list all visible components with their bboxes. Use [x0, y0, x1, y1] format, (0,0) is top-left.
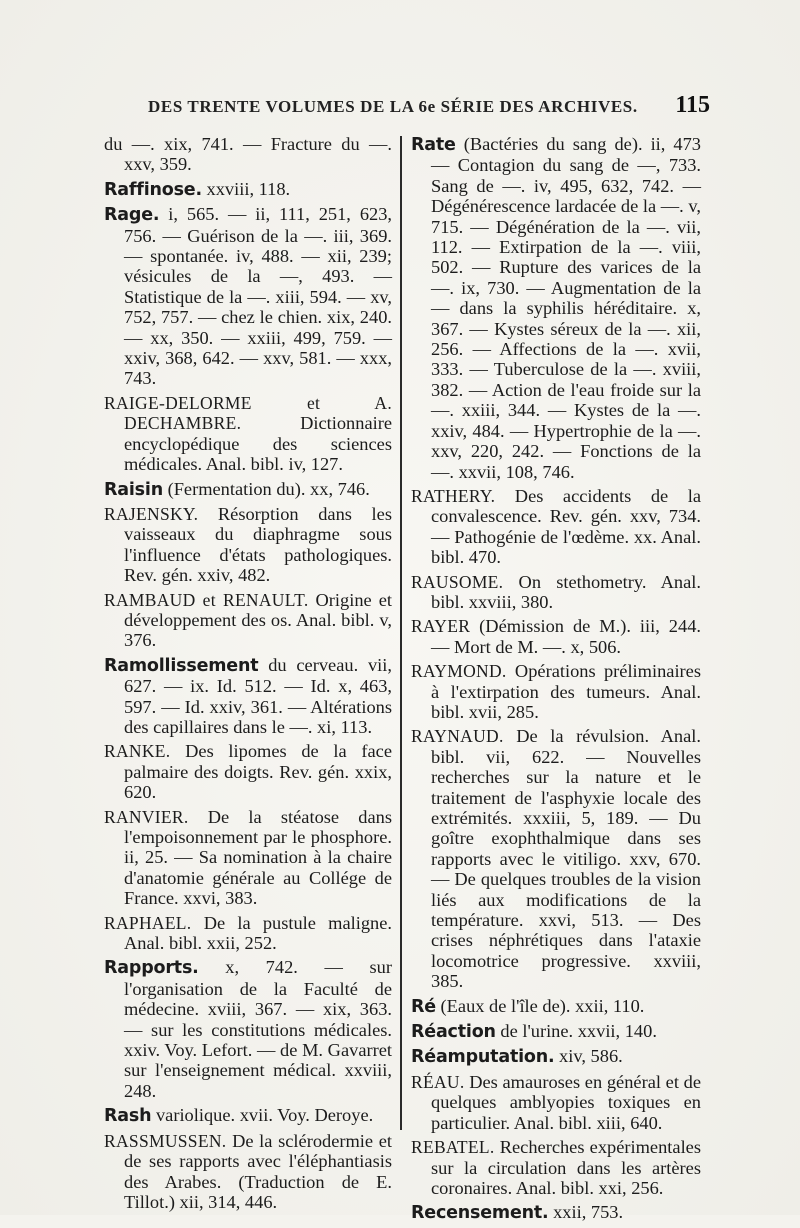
- column-divider: [400, 136, 402, 1130]
- entry-text: xxii, 753.: [548, 1202, 624, 1223]
- entry-headword: Rash: [104, 1106, 152, 1127]
- entry-text: Des amauroses en général et de quelques amblyopies toxiques en particulier. Anal. bibl. xiii, 640.: [431, 1071, 701, 1133]
- index-entry: [104, 393, 392, 475]
- page-number: 115: [675, 92, 710, 118]
- index-entry: [104, 479, 392, 500]
- entry-text: Des accidents de la convalescence. Rev. gén. xxv, 734. — Pathogénie de l'œdème. xx. Anal. bibl. 470.: [431, 485, 701, 568]
- running-header: [148, 92, 710, 124]
- index-entry: [104, 590, 392, 651]
- index-entry: [104, 204, 392, 389]
- entry-text: (Bactéries du sang de). ii, 473 — Contagion du sang de —, 733. Sang de —. iv, 495, 632, 742. — Dégénérescence lardacée de la —. v, 715. — Dégénération de la —. vii, 112. — Extirpation de la —. viii, 502. — Rupture des varices de la —. ix, 730. — Augmentation de la — dans la syphilis héréditaire. x, 367. — Kystes séreux de la —. xii, 256. — Affections de la —. xvii, 333. — Tuberculose de la —. xviii, 382. — Action de l'eau froide sur la —. xxiii, 344. — Kystes de la —. xxiv, 484. — Hypertrophie de la —. xxv, 220, 242. — Fonctions de la —. xxvii, 108, 746.: [431, 134, 701, 482]
- entry-headword: RAIGE-DELORME et A. DECHAMBRE.: [104, 392, 392, 434]
- entry-text: De la révulsion. Anal. bibl. vii, 622. — Nouvelles recherches sur la nature et le traitement de l'asphyxie locale des extrémités. xxxiii, 5, 189. — Du goître exophthalmique dans ses rapports avec le vitiligo. xxv, 670. — De quelques troubles de la vision liés aux modifications de la température. xxvi, 513. — Des crises néphrétiques dans l'ataxie locomotrice progressive. xxviii, 385.: [431, 726, 701, 992]
- entry-text: Dictionnaire encyclopédique des sciences médicales. Anal. bibl. iv, 127.: [124, 413, 392, 475]
- entry-text: variolique. xvii. Voy. Deroye.: [151, 1105, 374, 1126]
- entry-text: xiv, 586.: [554, 1046, 623, 1067]
- entry-headword: REBATEL.: [411, 1137, 495, 1158]
- entry-text: De la stéatose dans l'empoisonnement par le phosphore. ii, 25. — Sa nomination à la chaire d'anatomie générale au Collége de France. xxvi, 383.: [124, 806, 392, 909]
- entry-text: (Démission de M.). iii, 244. — Mort de M. —. x, 506.: [431, 616, 701, 657]
- index-entry: [104, 957, 392, 1101]
- entry-text: du cerveau. vii, 627. — ix. Id. 512. — Id. x, 463, 597. — Id. xxiv, 361. — Altérations des capillaires dans le —. xi, 113.: [124, 654, 392, 737]
- entry-headword: Ré: [411, 996, 436, 1017]
- index-entry: [411, 1072, 701, 1133]
- index-entry: [411, 661, 701, 722]
- index-entry: [411, 1046, 701, 1067]
- entry-text: i, 565. — ii, 111, 251, 623, 756. — Guérison de la —. iii, 369. — spontanée. iv, 488. — xii, 239; vésicules de la —, 493. — Statistique de la —. xiii, 594. — xv, 752, 757. — chez le chien. xix, 240. — xx, 350. — xxiii, 499, 759. — xxiv, 368, 642. — xxv, 581. — xxx, 743.: [124, 204, 392, 389]
- entry-text: (Eaux de l'île de). xxii, 110.: [435, 995, 645, 1016]
- entry-text: du —. xix, 741. — Fracture du —. xxv, 359.: [104, 134, 392, 175]
- index-entry: [411, 134, 701, 482]
- index-entry: [104, 1105, 392, 1126]
- index-entry: [104, 741, 392, 802]
- index-entry: [104, 504, 392, 586]
- entry-headword: RAPHAEL.: [104, 912, 192, 933]
- entry-headword: RAYER: [411, 616, 471, 637]
- entry-headword: RANVIER.: [104, 806, 189, 827]
- index-entry: [104, 655, 392, 738]
- entry-headword: Rapports.: [104, 958, 199, 979]
- index-entry: [411, 1137, 701, 1198]
- entry-headword: RATHERY.: [411, 485, 496, 506]
- entry-headword: Rage.: [104, 205, 160, 226]
- entry-headword: Ramollissement: [104, 655, 259, 676]
- left-column: [104, 134, 392, 1216]
- entry-headword: Rate: [411, 135, 456, 155]
- index-entry: [104, 134, 392, 175]
- entry-headword: RAUSOME.: [411, 571, 504, 592]
- entry-headword: RAMBAUD et RENAULT.: [104, 589, 309, 610]
- entry-text: xxviii, 118.: [201, 178, 291, 199]
- entry-text: Recherches expérimentales sur la circulation dans les artères coronaires. Anal. bibl. xxi, 256.: [431, 1137, 701, 1198]
- entry-headword: RAYMOND.: [411, 661, 507, 682]
- index-entry: [411, 616, 701, 657]
- entry-headword: Recensement.: [411, 1203, 549, 1224]
- index-entry: [104, 807, 392, 909]
- entry-headword: RAJENSKY.: [104, 503, 199, 524]
- index-entry: [411, 726, 701, 991]
- entry-text: De la pustule maligne. Anal. bibl. xxii, 252.: [124, 912, 392, 954]
- index-entry: [411, 1021, 701, 1042]
- entry-text: De la sclérodermie et de ses rapports avec l'éléphantiasis des Arabes. (Traduction de E. Tillot.) xii, 314, 446.: [124, 1130, 392, 1212]
- entry-headword: RANKE.: [104, 741, 171, 762]
- right-column: [411, 134, 701, 1228]
- index-entry: [411, 572, 701, 613]
- entry-text: Opérations préliminaires à l'extirpation des tumeurs. Anal. bibl. xvii, 285.: [431, 661, 701, 722]
- index-entry: [104, 913, 392, 954]
- index-entry: [411, 486, 701, 568]
- entry-headword: Réaction: [411, 1022, 496, 1043]
- entry-headword: RAYNAUD.: [411, 726, 504, 747]
- index-entry: [411, 996, 701, 1017]
- entry-text: de l'urine. xxvii, 140.: [495, 1021, 657, 1042]
- entry-headword: RASSMUSSEN.: [104, 1130, 227, 1151]
- entry-text: Des lipomes de la face palmaire des doigts. Rev. gén. xxix, 620.: [124, 741, 392, 803]
- index-entry: [104, 1131, 392, 1213]
- entry-text: Origine et développement des os. Anal. bibl. v, 376.: [124, 589, 392, 651]
- entry-text: On stethometry. Anal. bibl. xxviii, 380.: [431, 571, 701, 612]
- entry-headword: Raffinose.: [104, 179, 202, 200]
- index-entry: [411, 1202, 701, 1223]
- entry-headword: Raisin: [104, 479, 163, 500]
- entry-text: Résorption dans les vaisseaux du diaphragme sous l'influence d'états pathologiques. Rev. gén. xxiv, 482.: [124, 503, 392, 586]
- entry-headword: RÉAU.: [411, 1071, 465, 1092]
- entry-headword: Réamputation.: [411, 1047, 555, 1068]
- running-title: DES TRENTE VOLUMES DE LA 6e SÉRIE DES ARCHIVES.: [148, 97, 638, 116]
- index-entry: [104, 179, 392, 200]
- entry-text: x, 742. — sur l'organisation de la Faculté de médecine. xviii, 367. — xix, 363. — sur les constitutions médicales. xxiv. Voy. Lefort. — de M. Gavarret sur l'enseignement médical. xxviii, 248.: [124, 957, 392, 1101]
- entry-text: (Fermentation du). xx, 746.: [162, 478, 370, 499]
